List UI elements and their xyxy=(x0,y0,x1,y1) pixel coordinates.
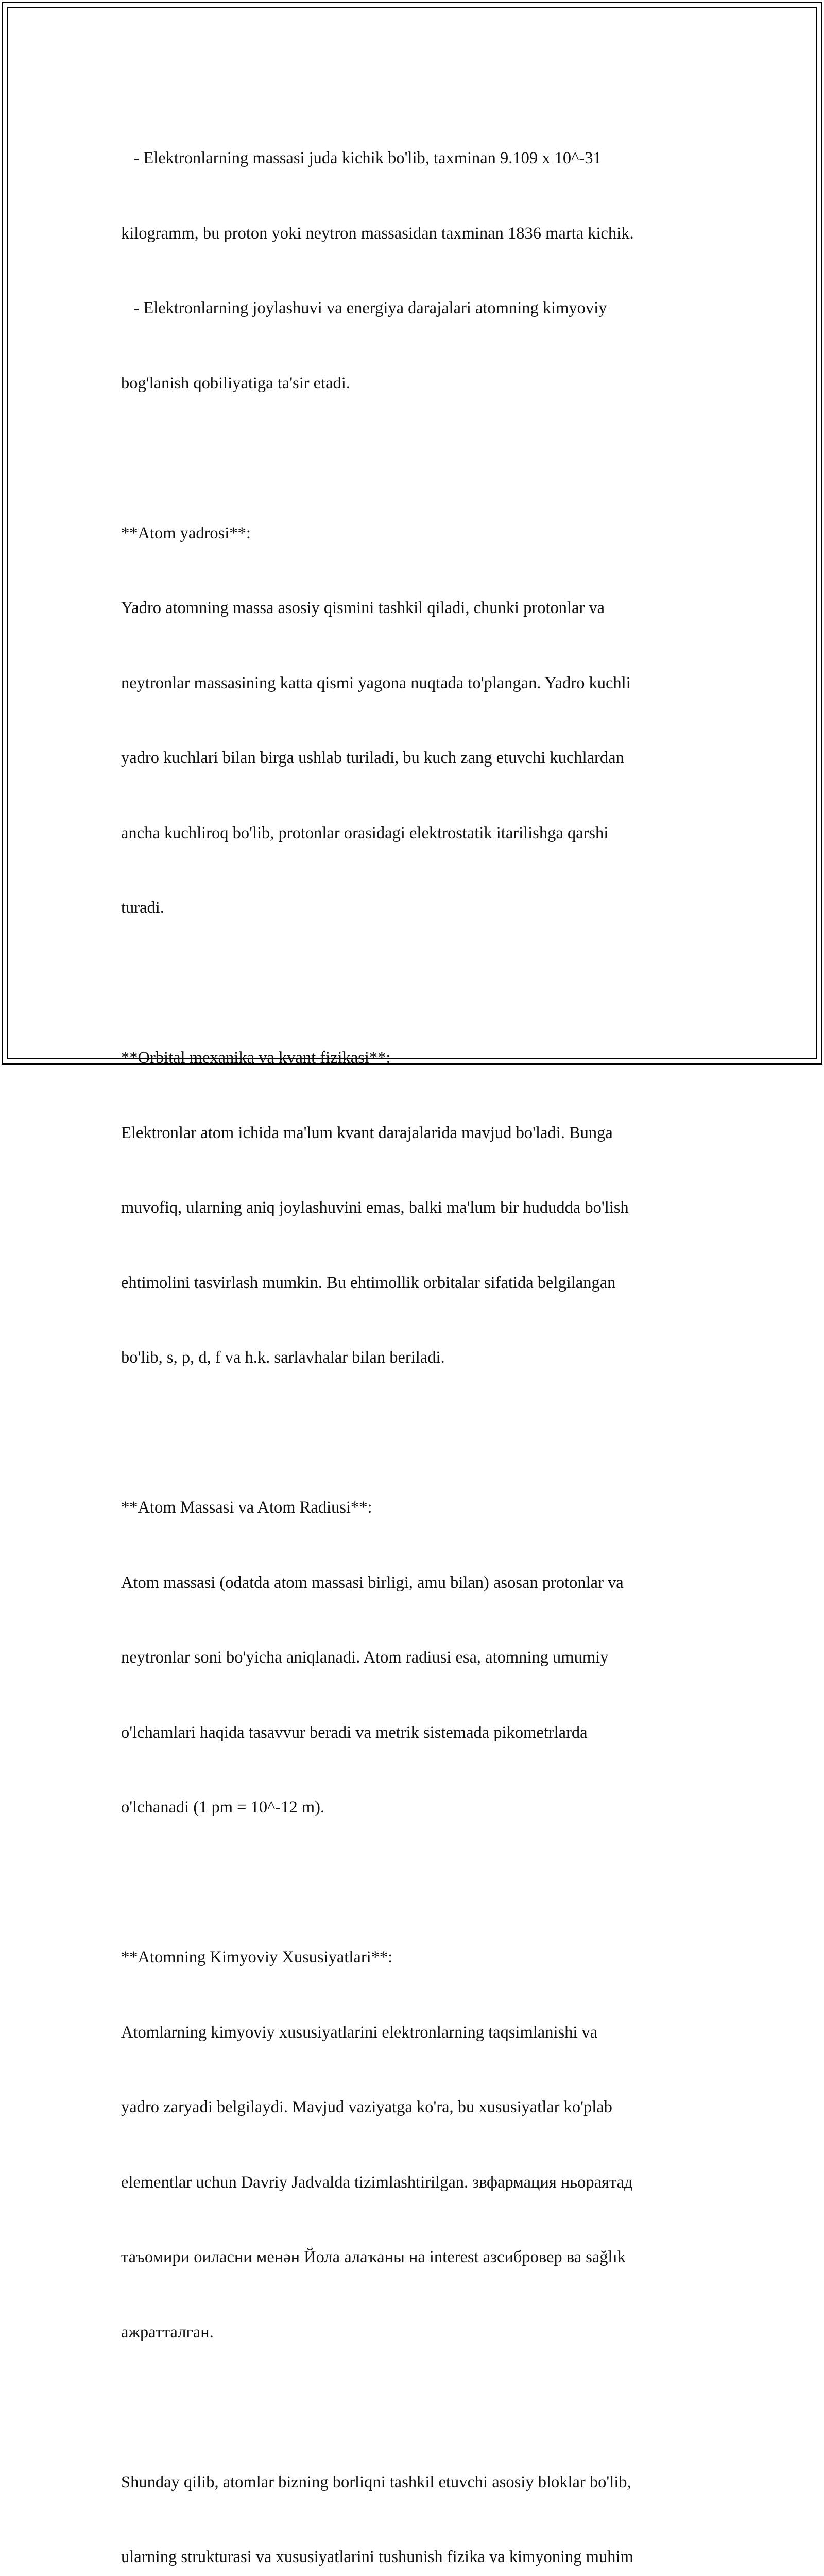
paragraph-electron-notes xyxy=(121,96,706,446)
text-line: ажратталган. xyxy=(121,2320,706,2345)
paragraph-atom-mass-radius xyxy=(121,1445,706,1870)
document-body xyxy=(121,96,706,2576)
text-line: таъомири оиласни менән Йола алаҡаны на interest азсибровер ва sağlık xyxy=(121,2245,706,2270)
text-line: yadro zaryadi belgilaydi. Mavjud vaziyatga ko'ra, bu xususiyatlar ko'plab xyxy=(121,2095,706,2120)
section-heading: **Orbital mexanika va kvant fizikasi**: xyxy=(121,1045,706,1071)
text-line: ehtimolini tasvirlash mumkin. Bu ehtimollik orbitalar sifatida belgilangan xyxy=(121,1270,706,1296)
text-line: ularning strukturasi va xususiyatlarini tushunish fizika va kimyoning muhim xyxy=(121,2545,706,2570)
section-heading: **Atom Massasi va Atom Radiusi**: xyxy=(121,1495,706,1520)
section-heading: **Atom yadrosi**: xyxy=(121,521,706,546)
paragraph-atom-nucleus xyxy=(121,471,706,971)
text-line: Shunday qilib, atomlar bizning borliqni tashkil etuvchi asosiy bloklar bo'lib, xyxy=(121,2470,706,2495)
paragraph-conclusion xyxy=(121,2420,706,2576)
text-line: Atom massasi (odatda atom massasi birligi, amu bilan) asosan protonlar va xyxy=(121,1570,706,1596)
text-line: - Elektronlarning joylashuvi va energiya darajalari atomning kimyoviy xyxy=(121,296,706,321)
text-line: yadro kuchlari bilan birga ushlab turiladi, bu kuch zang etuvchi kuchlardan xyxy=(121,745,706,771)
text-line: muvofiq, ularning aniq joylashuvini emas, balki ma'lum bir hududda bo'lish xyxy=(121,1195,706,1221)
text-line: ancha kuchliroq bo'lib, protonlar orasidagi elektrostatik itarilishga qarshi xyxy=(121,821,706,846)
text-line: elementlar uchun Davriy Jadvalda tizimlashtirilgan. звфармация ньораятад xyxy=(121,2170,706,2195)
text-line: bog'lanish qobiliyatiga ta'sir etadi. xyxy=(121,371,706,396)
text-line: Elektronlar atom ichida ma'lum kvant darajalarida mavjud bo'ladi. Bunga xyxy=(121,1121,706,1146)
paragraph-orbital-mechanics xyxy=(121,995,706,1420)
text-line: o'lchanadi (1 pm = 10^-12 m). xyxy=(121,1795,706,1820)
paragraph-chemical-properties xyxy=(121,1895,706,2395)
text-line: Atomlarning kimyoviy xususiyatlarini elektronlarning taqsimlanishi va xyxy=(121,2020,706,2045)
text-line: neytronlar massasining katta qismi yagona nuqtada to'plangan. Yadro kuchli xyxy=(121,671,706,696)
text-line: turadi. xyxy=(121,895,706,921)
text-line: - Elektronlarning massasi juda kichik bo'lib, taxminan 9.109 x 10^-31 xyxy=(121,146,706,171)
text-line: Yadro atomning massa asosiy qismini tashkil qiladi, chunki protonlar va xyxy=(121,596,706,621)
text-line: neytronlar soni bo'yicha aniqlanadi. Atom radiusi esa, atomning umumiy xyxy=(121,1645,706,1670)
text-line: kilogramm, bu proton yoki neytron massasidan taxminan 1836 marta kichik. xyxy=(121,221,706,246)
text-line: bo'lib, s, p, d, f va h.k. sarlavhalar bilan beriladi. xyxy=(121,1345,706,1370)
text-line: o'lchamlari haqida tasavvur beradi va metrik sistemada pikometrlarda xyxy=(121,1720,706,1745)
section-heading: **Atomning Kimyoviy Xususiyatlari**: xyxy=(121,1945,706,1970)
